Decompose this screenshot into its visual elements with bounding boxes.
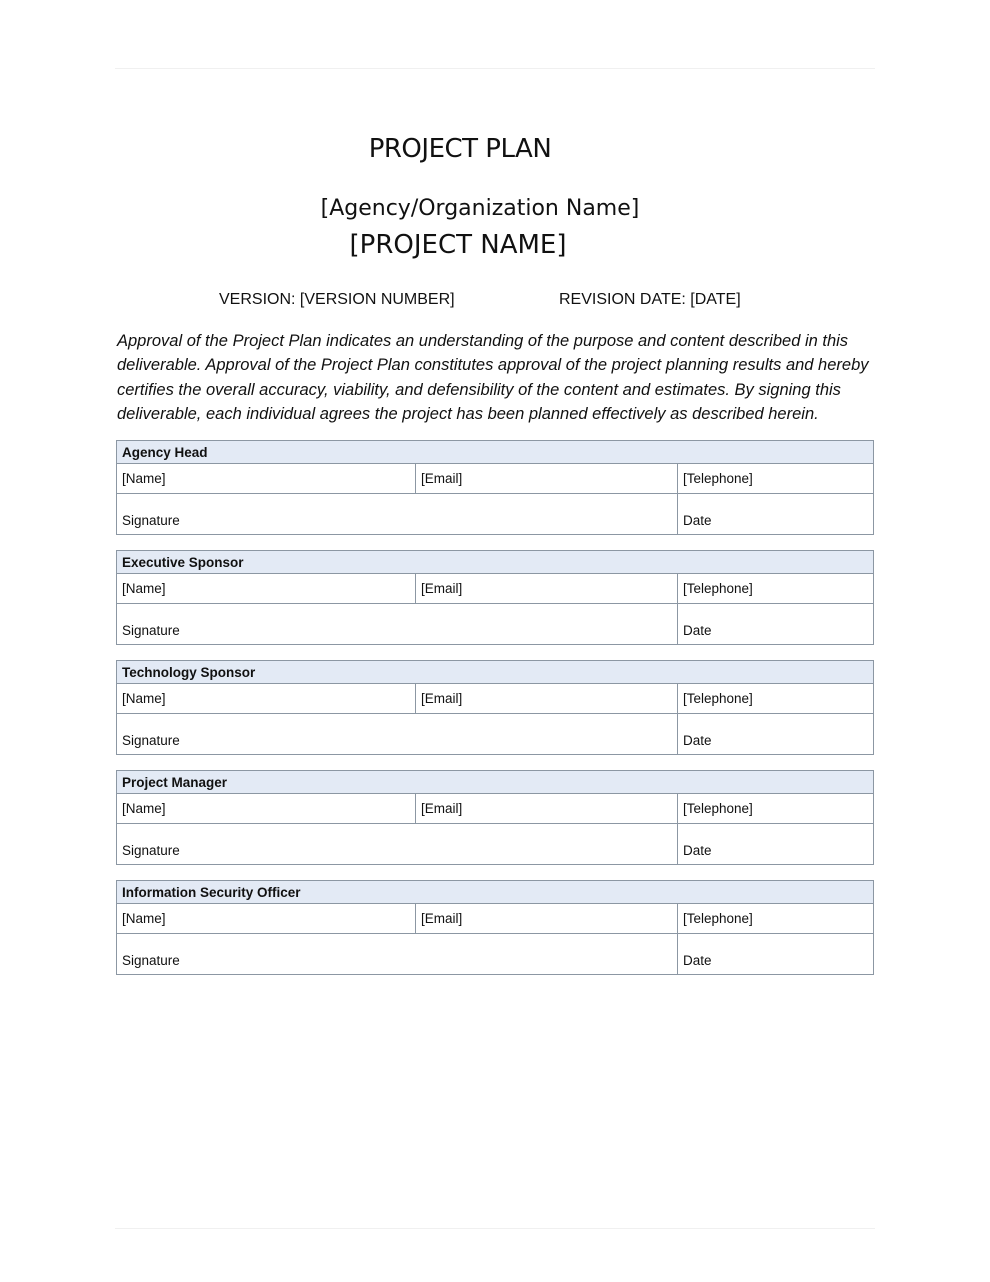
signature-block-agency-head	[116, 440, 874, 535]
date-field[interactable]: Date	[683, 733, 712, 748]
signature-field[interactable]: Signature	[117, 824, 678, 864]
page-bottom-rule	[115, 1228, 875, 1229]
date-field[interactable]: Date	[683, 843, 712, 858]
signature-block-role: Agency Head	[117, 441, 873, 464]
signature-block-role: Technology Sponsor	[117, 661, 873, 684]
email-field[interactable]: [Email]	[416, 684, 678, 714]
date-field[interactable]: Date	[683, 953, 712, 968]
document-title: PROJECT PLAN	[368, 134, 552, 164]
project-name: [PROJECT NAME]	[349, 230, 567, 260]
signature-field[interactable]: Signature	[117, 604, 678, 644]
signature-block-technology-sponsor	[116, 660, 874, 755]
signature-block-role: Executive Sponsor	[117, 551, 873, 574]
date-field[interactable]: Date	[683, 623, 712, 638]
name-field[interactable]: [Name]	[117, 574, 416, 604]
email-field[interactable]: [Email]	[416, 574, 678, 604]
telephone-field[interactable]: [Telephone]	[678, 464, 873, 494]
telephone-field[interactable]: [Telephone]	[678, 904, 873, 934]
signature-field[interactable]: Signature	[117, 714, 678, 754]
date-field[interactable]: Date	[683, 513, 712, 528]
signature-block-information-security-officer	[116, 880, 874, 975]
signature-field[interactable]: Signature	[117, 494, 678, 534]
name-field[interactable]: [Name]	[117, 904, 416, 934]
telephone-field[interactable]: [Telephone]	[678, 684, 873, 714]
signature-block-executive-sponsor	[116, 550, 874, 645]
email-field[interactable]: [Email]	[416, 904, 678, 934]
signature-block-role: Information Security Officer	[117, 881, 873, 904]
email-field[interactable]: [Email]	[416, 464, 678, 494]
approval-statement: Approval of the Project Plan indicates an understanding of the purpose and content described in this deliverable. Approval of the Project Plan constitutes approval of the project planning results and hereby certifies the overall accuracy, viability, and defensibility of the content and estimates. By signing this deliverable, each individual agrees the project has been planned effectively as described herein.	[117, 332, 869, 424]
name-field[interactable]: [Name]	[117, 684, 416, 714]
signature-block-project-manager	[116, 770, 874, 865]
email-field[interactable]: [Email]	[416, 794, 678, 824]
telephone-field[interactable]: [Telephone]	[678, 574, 873, 604]
telephone-field[interactable]: [Telephone]	[678, 794, 873, 824]
name-field[interactable]: [Name]	[117, 794, 416, 824]
page-top-rule	[115, 68, 875, 69]
version-label: VERSION: [VERSION NUMBER]	[219, 291, 455, 308]
name-field[interactable]: [Name]	[117, 464, 416, 494]
organization-name: [Agency/Organization Name]	[320, 196, 640, 221]
signature-block-role: Project Manager	[117, 771, 873, 794]
signature-field[interactable]: Signature	[117, 934, 678, 974]
revision-date-label: REVISION DATE: [DATE]	[559, 291, 741, 308]
